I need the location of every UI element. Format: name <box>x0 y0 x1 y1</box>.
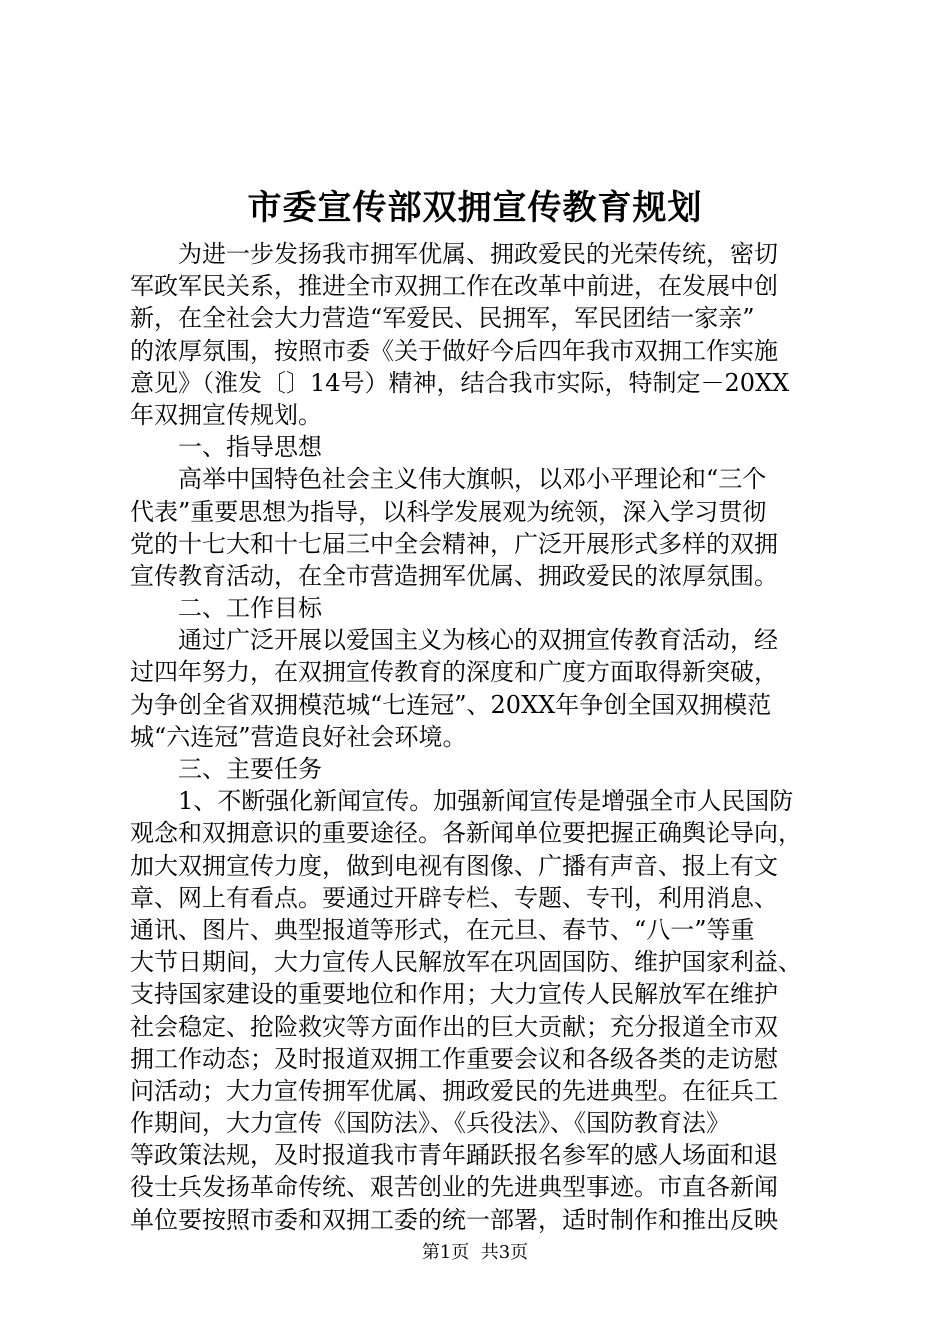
body-line: 新，在全社会大力营造“军爱民、民拥军，军民团结一家亲” <box>130 304 755 333</box>
body-line: 军政军民关系，推进全市双拥工作在改革中前进，在发展中创 <box>130 272 778 301</box>
body-line: 章、网上有看点。要通过开辟专栏、专题、专刊，利用消息、 <box>130 883 778 912</box>
body-line: 役士兵发扬革命传统、艰苦创业的先进典型事迹。市直各新闻 <box>130 1173 778 1202</box>
body-line: 宣传教育活动，在全市营造拥军优属、拥政爱民的浓厚氛围。 <box>130 561 778 590</box>
body-line: 通讯、图片、典型报道等形式，在元旦、春节、“八一”等重 <box>130 915 755 944</box>
section-heading: 二、工作目标 <box>130 594 322 623</box>
body-line: 过四年努力，在双拥宣传教育的深度和广度方面取得新突破， <box>130 658 778 687</box>
body-line: 意见》（淮发〔〕14号）精神，结合我市实际，特制定－20XX <box>130 368 790 397</box>
body-line: 问活动；大力宣传拥军优属、拥政爱民的先进典型。在征兵工 <box>130 1076 778 1105</box>
body-line: 社会稳定、抢险救灾等方面作出的巨大贡献；充分报道全市双 <box>130 1012 778 1041</box>
body-line: 年双拥宣传规划。 <box>130 400 322 429</box>
body-line: 的浓厚氛围，按照市委《关于做好今后四年我市双拥工作实施 <box>130 336 778 365</box>
body-line: 为进一步发扬我市拥军优属、拥政爱民的光荣传统，密切 <box>130 240 778 268</box>
body-line: 党的十七大和十七届三中全会精神，广泛开展形式多样的双拥 <box>130 529 778 558</box>
body-line: 观念和双拥意识的重要途径。各新闻单位要把握正确舆论导向， <box>130 819 802 848</box>
body-line: 支持国家建设的重要地位和作用；大力宣传人民解放军在维护 <box>130 980 778 1009</box>
section-heading: 一、指导思想 <box>130 433 322 462</box>
body-line: 大节日期间，大力宣传人民解放军在巩固国防、维护国家利益、 <box>130 948 802 977</box>
body-line: 城“六连冠”营造良好社会环境。 <box>130 722 467 751</box>
document-title: 市委宣传部双拥宣传教育规划 <box>247 188 703 228</box>
body-line: 拥工作动态；及时报道双拥工作重要会议和各级各类的走访慰 <box>130 1044 778 1073</box>
body-line: 加大双拥宣传力度，做到电视有图像、广播有声音、报上有文 <box>130 851 778 880</box>
section-heading: 三、主要任务 <box>130 755 322 783</box>
body-line: 1、不断强化新闻宣传。加强新闻宣传是增强全市人民国防 <box>130 787 794 816</box>
body-line: 作期间，大力宣传《国防法》、《兵役法》、《国防教育法》 <box>130 1109 730 1138</box>
body-line: 通过广泛开展以爱国主义为核心的双拥宣传教育活动，经 <box>130 626 778 655</box>
document-body <box>130 238 830 1236</box>
body-line: 代表”重要思想为指导，以科学发展观为统领，深入学习贯彻 <box>130 497 767 526</box>
body-line: 高举中国特色社会主义伟大旗帜，以邓小平理论和“三个 <box>130 465 767 494</box>
body-line: 等政策法规，及时报道我市青年踊跃报名参军的感人场面和退 <box>130 1141 778 1170</box>
page-number-footer: 第1页 共3页 <box>421 1242 529 1263</box>
body-line: 为争创全省双拥模范城“七连冠”、20XX年争创全国双拥模范 <box>130 690 772 719</box>
body-line: 单位要按照市委和双拥工委的统一部署，适时制作和推出反映 <box>130 1205 778 1234</box>
